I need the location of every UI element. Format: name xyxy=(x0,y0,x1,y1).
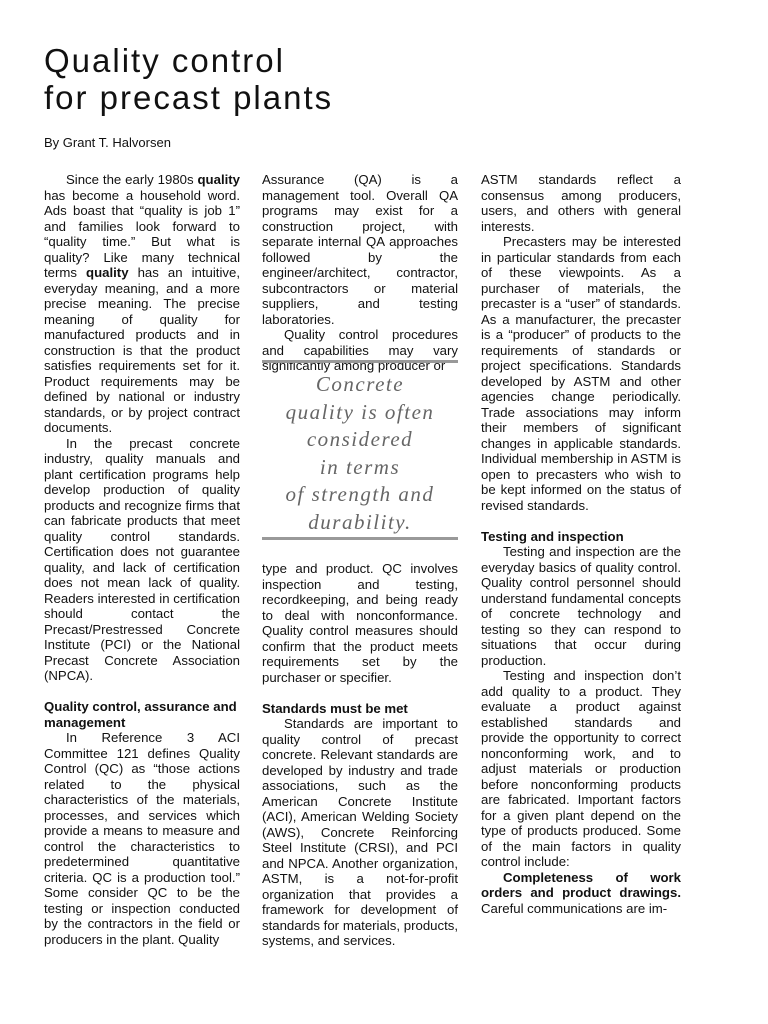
paragraph: type and product. QC involves inspection and testing, recordkeeping, and being ready to deal with nonconformance. Quality control measures should confirm that the product meets requirements set by the purchaser or specifier. xyxy=(262,561,458,685)
section-heading: Quality control, assurance and management xyxy=(44,699,237,730)
paragraph: Quality control procedures and capabilities may vary significantly among producer or xyxy=(262,327,458,373)
pull-quote-line: considered xyxy=(306,427,414,451)
pull-quote xyxy=(262,360,458,540)
title-line-2: for precast plants xyxy=(44,79,334,116)
text-run: Since the early 1980s xyxy=(66,172,198,187)
paragraph: In the precast concrete industry, quality manuals and plant certification programs help develop production of quality products and recognize firms that can fabricate products that meet quality control standards. Certification does not guarantee quality, and lack of certification does not mean lack of quality. Readers interested in certification should contact the Precast/Prestressed Concrete Institute (PCI) or the National Precast Concrete Association (NPCA). xyxy=(44,435,240,683)
paragraph: In Reference 3 ACI Committee 121 defines Quality Control (QC) as “those actions related to the physical characteristics of the materials, processes, and services which provide a means to measure and control the characteristics to predetermined quantitative criteria. QC is a production tool.” Some consider QC to be the testing or inspection conducted by the contractors in the field or producers in the plant. Quality xyxy=(44,730,240,947)
paragraph: Assurance (QA) is a management tool. Overall QA programs may exist for a construction project, with separate internal QA approaches followed by the engineer/architect, contractor, subcontractors or material suppliers, and testing laboratories. xyxy=(262,172,458,327)
section-heading: Standards must be met xyxy=(262,700,408,716)
paragraph: Precasters may be interested in particular standards from each of these viewpoints. As a purchaser of materials, the precaster is a “user” of standards. As a manufacturer, the precaster is a “producer” of products to the requirements of standards or project specifications. Standards developed by ASTM and other agencies change periodically. Trade associations may inform their members of significant changes in applicable standards. Individual membership in ASTM is open to precasters who wish to be kept informed on the status of revised standards. xyxy=(481,234,681,513)
paragraph: Testing and inspection don’t add quality to a product. They evaluate a product against established standards and provide the opportunity to correct nonconforming work, and to adjust materials or production before nonconforming products are fabricated. Important factors for a given plant depend on the type of products produced. Some of the main factors in quality control include: xyxy=(481,668,681,869)
paragraph xyxy=(481,870,681,917)
bold-term: quality xyxy=(197,172,240,187)
pull-quote-line: durability. xyxy=(308,509,412,534)
section-heading: Testing and inspection xyxy=(481,528,624,544)
byline: By Grant T. Halvorsen xyxy=(44,135,171,150)
paragraph: Testing and inspection are the everyday basics of quality control. Quality control personnel should understand fundamental concepts of concrete technology and testing so they can respond to situations that occur during production. xyxy=(481,544,681,668)
bold-term: Completeness of work orders and product drawings. xyxy=(481,869,681,900)
paragraph: Standards are important to quality control of precast concrete. Relevant standards are developed by industry and trade associations, such as the American Concrete Institute (ACI), American Welding Society (AWS), Concrete Reinforcing Steel Institute (CRSI), and PCI and NPCA. Another organization, ASTM, is a not-for-profit organization that provides a framework for development of standards for materials, products, systems, and services. xyxy=(262,716,458,948)
column-1 xyxy=(44,172,240,947)
text-run: Careful communications are im- xyxy=(481,900,668,916)
column-3 xyxy=(481,172,681,916)
text-run: has become a household word. Ads boast that “quality is job 1” and families look forward to “quality time.” But what is quality? Like many technical terms xyxy=(44,187,240,280)
column-2-bottom xyxy=(262,561,458,949)
pull-quote-line: quality is often xyxy=(285,399,435,424)
pull-quote-line: Concrete xyxy=(315,372,405,396)
paragraph xyxy=(44,172,240,436)
pull-quote-line: in terms xyxy=(319,454,401,479)
title-line-1: Quality control xyxy=(44,42,285,79)
text-run: has an intuitive, everyday meaning, and a more precise meaning. The precise meaning of quality for manufactured products and in construction is that the product satisfies requirements set for it. Product requirements may be defined by national or industry standards, or by project contract documents. xyxy=(44,265,240,435)
pull-quote-line: of strength and xyxy=(285,482,435,506)
bold-term: quality xyxy=(86,265,129,280)
column-2-top xyxy=(262,172,458,374)
article-title xyxy=(44,42,333,116)
paragraph: ASTM standards reflect a consensus among producers, users, and others with general interests. xyxy=(481,172,681,234)
